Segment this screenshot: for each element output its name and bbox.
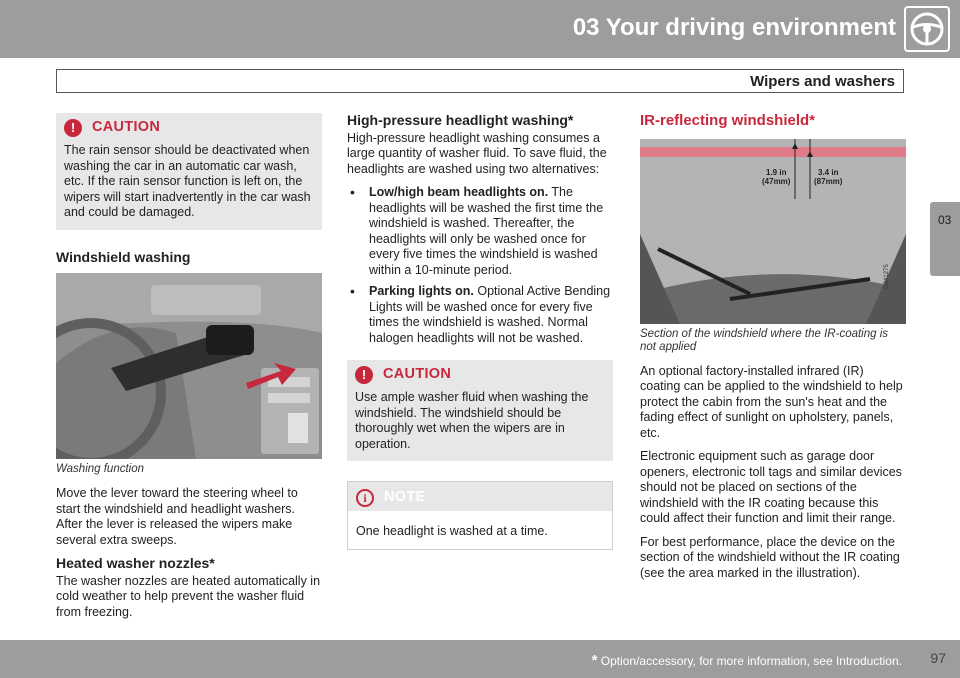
washing-function-caption: Washing function — [56, 463, 145, 475]
column-left — [56, 113, 322, 628]
note-text: One headlight is washed at a time. — [356, 524, 548, 538]
chapter-header — [0, 0, 960, 58]
page-number: 97 — [930, 650, 946, 666]
list-item — [347, 185, 613, 278]
column-middle — [347, 113, 613, 570]
dimension-label: 3.4 in — [818, 167, 839, 177]
exclamation-icon: ! — [64, 119, 82, 137]
caution-text: Use ample washer fluid when washing the windshield. The windshield should be thoroughly wet when the wipers are in operation. — [355, 390, 589, 451]
caution-text: The rain sensor should be deactivated when washing the car in an automatic car wash, etc. If the rain sensor function is left on, the wipers will start inadvertently in the car wash and could be damaged. — [64, 143, 311, 219]
dimension-label: 1.9 in — [766, 167, 787, 177]
ir-windshield-caption: Section of the windshield where the IR-coating is not applied — [640, 327, 889, 353]
section-title: Wipers and washers — [750, 73, 895, 90]
dimension-label: (47mm) — [762, 176, 791, 186]
ir-windshield-heading: IR-reflecting windshield* — [640, 112, 816, 129]
washing-function-illustration — [56, 273, 322, 459]
list-item-bold: Parking lights on. — [369, 284, 474, 298]
footer-text: Option/accessory, for more information, see Introduction. — [597, 654, 902, 668]
note-box — [347, 481, 613, 550]
list-item-bold: Low/high beam headlights on. — [369, 185, 549, 199]
list-item-text: Optional Active Bending Lights will be washed once for every five times the windshield is washed. Normal halogen headlights will not be washed. — [369, 284, 611, 345]
page-footer — [0, 640, 960, 678]
chapter-title: 03 Your driving environment — [572, 14, 896, 41]
ir-paragraph-2: Electronic equipment such as garage door openers, electronic toll tags and similar devices should not be placed on sections of the windshield with the IR coating because this could affect their function and limit their range. — [640, 449, 902, 525]
caution-title: CAUTION — [92, 119, 161, 136]
footer-note — [592, 652, 902, 669]
footer-star: * — [591, 652, 598, 669]
chapter-tab — [930, 202, 960, 276]
list-item-text: The headlights will be washed the first time the windshield is washed. Thereafter, the headlights will only be washed once for every five times the windshield is washed within a 10-minute period. — [369, 185, 604, 277]
section-bar — [56, 69, 904, 93]
headlight-washing-heading: High-pressure headlight washing* — [347, 112, 574, 128]
caution-box-washer-fluid — [347, 360, 613, 461]
exclamation-icon: ! — [355, 366, 373, 384]
ir-paragraph-1: An optional factory-installed infrared (IR) coating can be applied to the windshield to help protect the cabin from the sun's heat and the fading effect of sunlight on upholstery, panels, etc. — [640, 363, 903, 440]
column-right — [640, 113, 906, 589]
steering-wheel-icon — [904, 6, 950, 52]
headlight-washing-list — [347, 185, 613, 346]
headlight-washing-intro: High-pressure headlight washing consumes a large quantity of washer fluid. To save fluid, the headlights are washed using two alternatives: — [347, 130, 607, 176]
chapter-tab-label: 03 — [938, 213, 952, 227]
heated-nozzles-heading: Heated washer nozzles* — [56, 555, 215, 571]
heated-nozzles-paragraph: The washer nozzles are heated automatically in cold weather to help prevent the washer fluid from freezing. — [56, 573, 321, 619]
ir-paragraph-3: For best performance, place the device on the section of the windshield without the IR coating (see the area marked in the illustration). — [640, 534, 900, 580]
ir-windshield-illustration — [640, 139, 906, 324]
info-icon: i — [356, 489, 374, 507]
image-code: G041275 — [884, 263, 890, 289]
dimension-label: (87mm) — [814, 176, 843, 186]
caution-box-rain-sensor — [56, 113, 322, 230]
note-title: NOTE — [384, 489, 426, 506]
caution-title: CAUTION — [383, 366, 452, 383]
list-item — [347, 284, 613, 346]
washing-paragraph: Move the lever toward the steering wheel to start the windshield and headlight washers. After the lever is released the wipers make several extra sweeps. — [56, 486, 298, 547]
windshield-washing-heading: Windshield washing — [56, 248, 191, 265]
